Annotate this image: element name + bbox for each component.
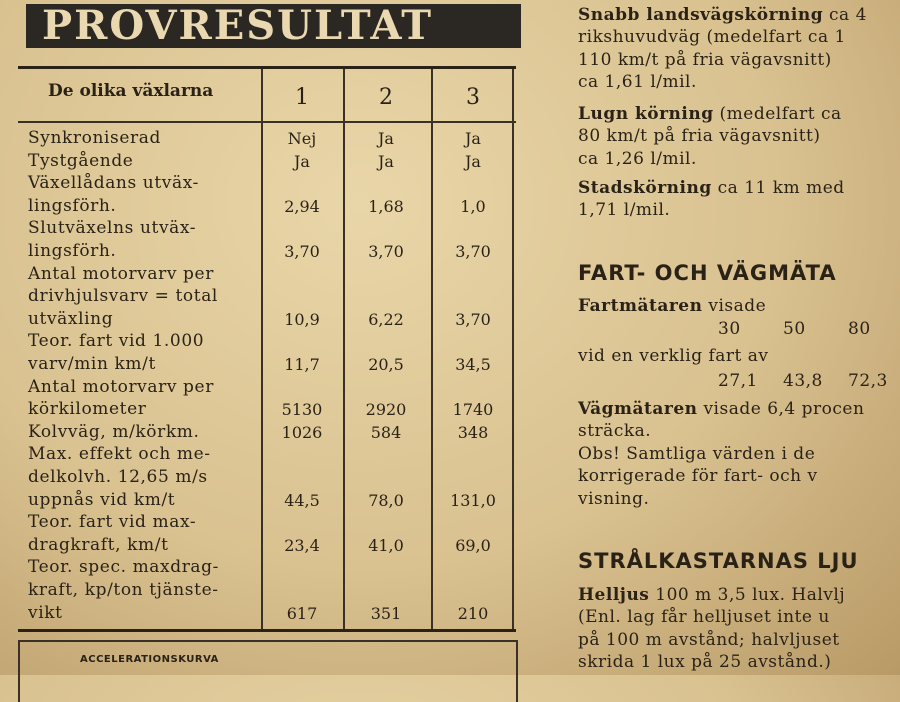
row-label-line: Antal motorvarv per	[28, 376, 214, 397]
cell-gear-2: 20,5	[368, 355, 404, 374]
cell-gear-2: 584	[370, 422, 402, 442]
cell-gear-2: Ja	[378, 151, 394, 171]
fuel-fast-paragraph	[578, 4, 867, 94]
speedometer-heading: FART- OCH VÄGMÄTA	[578, 261, 837, 285]
fuel-fast-lead: Snabb landsvägskörning	[578, 5, 824, 25]
cell-gear-1: 11,7	[284, 355, 320, 374]
headlights-text: skrida 1 lux på 25 avstånd.)	[578, 652, 832, 673]
actual-speed-line: vid en verklig fart av	[578, 346, 769, 366]
speed-actual-3: 72,3	[848, 371, 888, 391]
fuel-calm-lead: Lugn körning	[578, 104, 714, 124]
odometer-lead: Vägmätaren	[578, 399, 698, 419]
header-divider	[18, 121, 516, 123]
fuel-city-lead: Stadskörning	[578, 178, 712, 198]
fuel-city-text: 1,71 l/mil.	[578, 200, 671, 221]
fuel-city-line	[578, 177, 845, 199]
odometer-paragraph	[578, 398, 864, 510]
cell-gear-3: 3,70	[455, 309, 491, 329]
cell-gear-2: 351	[370, 603, 402, 623]
speed-shown-2: 50	[783, 319, 806, 339]
row-label-line: vikt	[28, 602, 63, 623]
fuel-calm-text: (medelfart ca	[713, 104, 842, 124]
speed-shown-1: 30	[718, 319, 741, 339]
cell-gear-2: Ja	[378, 129, 394, 148]
cell-gear-1: 44,5	[284, 490, 320, 510]
fuel-city-paragraph	[578, 177, 845, 222]
fuel-calm-text: ca 1,26 l/mil.	[578, 148, 697, 169]
odometer-line	[578, 488, 864, 510]
gear-header-1: 1	[295, 85, 309, 110]
headlights-line	[578, 629, 845, 651]
row-label-line: drivhjulsvarv = total	[28, 286, 218, 307]
speed-actual-1: 27,1	[718, 371, 758, 391]
headlights-line	[578, 584, 845, 606]
headlights-line	[578, 651, 845, 673]
cell-gear-3: 1740	[452, 400, 494, 420]
row-label-line: Växellådans utväx-	[28, 173, 199, 194]
cell-gear-2: 3,70	[368, 242, 404, 261]
odometer-line	[578, 443, 864, 465]
row-label-line: Max. effekt och me-	[28, 444, 211, 465]
fuel-fast-text: ca 1,61 l/mil.	[578, 72, 697, 93]
column-divider	[343, 69, 345, 629]
gear-header-2: 2	[379, 85, 393, 110]
speed-shown-3: 80	[848, 319, 871, 339]
odometer-text: Obs! Samtliga värden i de	[578, 443, 816, 464]
cell-gear-2: 1,68	[368, 196, 404, 216]
cell-gear-3: 348	[457, 422, 489, 442]
cell-gear-1: 1026	[281, 422, 323, 442]
odometer-text: korrigerade för fart- och v	[578, 466, 818, 487]
headlights-text: på 100 m avstånd; halvljuset	[578, 629, 840, 650]
cell-gear-2: 2920	[365, 400, 407, 420]
fuel-calm-paragraph	[578, 103, 842, 170]
cell-gear-3: 1,0	[460, 196, 486, 216]
odometer-text: visade 6,4 procen	[697, 399, 865, 419]
row-label-line: körkilometer	[28, 399, 147, 420]
cell-gear-3: 3,70	[455, 242, 491, 261]
cell-gear-2: 41,0	[368, 535, 404, 555]
headlights-paragraph	[578, 584, 845, 674]
fuel-city-text: ca 11 km med	[711, 178, 845, 198]
odometer-line	[578, 420, 864, 442]
row-label-line: lingsförh.	[28, 241, 117, 261]
headlights-line	[578, 606, 845, 628]
row-label-line: lingsförh.	[28, 195, 117, 216]
cell-gear-3: 34,5	[455, 355, 491, 374]
odometer-text: sträcka.	[578, 421, 652, 442]
speed-actual-2: 43,8	[783, 371, 823, 391]
cell-gear-1: 617	[286, 603, 318, 623]
fuel-fast-text: rikshuvudväg (medelfart ca 1	[578, 27, 846, 48]
headlights-text: 100 m 3,5 lux. Halvlj	[649, 585, 846, 605]
headlights-lead: Helljus	[578, 585, 650, 605]
cell-gear-1: 23,4	[284, 535, 320, 555]
fuel-fast-text: 110 km/t på fria vägavsnitt)	[578, 49, 832, 70]
cell-gear-1: 3,70	[284, 242, 320, 261]
speedometer-text: visade	[702, 296, 767, 316]
odometer-line	[578, 398, 864, 420]
cell-gear-1: Nej	[287, 129, 317, 148]
row-label-line: utväxling	[28, 308, 114, 329]
row-label-line: delkolvh. 12,65 m/s	[28, 467, 208, 487]
row-label-line: Antal motorvarv per	[28, 263, 214, 284]
cell-gear-3: 69,0	[455, 535, 491, 555]
gear-header-3: 3	[466, 85, 480, 110]
speedometer-line	[578, 295, 766, 317]
cell-gear-3: Ja	[465, 129, 481, 148]
row-label-line: Synkroniserad	[28, 128, 161, 148]
results-table	[18, 66, 516, 632]
row-label-line: uppnås vid km/t	[28, 489, 176, 510]
fuel-calm-line	[578, 125, 842, 147]
cell-gear-3: 210	[457, 603, 489, 623]
cell-gear-1: 2,94	[284, 196, 320, 216]
cell-gear-2: 78,0	[368, 490, 404, 510]
fuel-calm-text: 80 km/t på fria vägavsnitt)	[578, 126, 821, 147]
table-header-label: De olika växlarna	[48, 81, 214, 101]
row-label-line: Kolvväg, m/körkm.	[28, 421, 200, 442]
row-label-line: Slutväxelns utväx-	[28, 218, 197, 239]
fuel-calm-line	[578, 103, 842, 125]
acceleration-chart-title: ACCELERATIONSKURVA	[80, 654, 219, 665]
headlights-heading: STRÅLKASTARNAS LJU	[578, 549, 859, 573]
row-label-line: Teor. fart vid 1.000	[28, 331, 205, 352]
row-label-line: Tystgående	[28, 150, 134, 171]
odometer-text: visning.	[578, 488, 650, 509]
row-label-line: Teor. fart vid max-	[28, 512, 197, 533]
acceleration-chart-box	[18, 640, 518, 702]
fuel-calm-line	[578, 148, 842, 170]
row-label-line: kraft, kp/ton tjänste-	[28, 580, 219, 600]
fuel-fast-line	[578, 26, 867, 48]
row-label-line: dragkraft, km/t	[28, 534, 169, 555]
row-label-line: Teor. spec. maxdrag-	[28, 557, 219, 578]
fuel-city-line	[578, 199, 845, 221]
cell-gear-1: 10,9	[284, 309, 320, 329]
cell-gear-1: Ja	[294, 151, 310, 171]
speedometer-label: Fartmätaren	[578, 296, 703, 316]
fuel-fast-text: ca 4	[823, 5, 867, 25]
fuel-fast-line	[578, 49, 867, 71]
row-label-line: varv/min km/t	[28, 354, 156, 374]
section-banner: PROVRESULTAT	[26, 4, 521, 48]
cell-gear-1: 5130	[281, 400, 323, 420]
headlights-text: (Enl. lag får helljuset inte u	[578, 607, 830, 628]
odometer-line	[578, 465, 864, 487]
fuel-fast-line	[578, 71, 867, 93]
cell-gear-3: 131,0	[450, 490, 496, 510]
cell-gear-2: 6,22	[368, 309, 404, 329]
fuel-fast-line	[578, 4, 867, 26]
cell-gear-3: Ja	[465, 151, 481, 171]
